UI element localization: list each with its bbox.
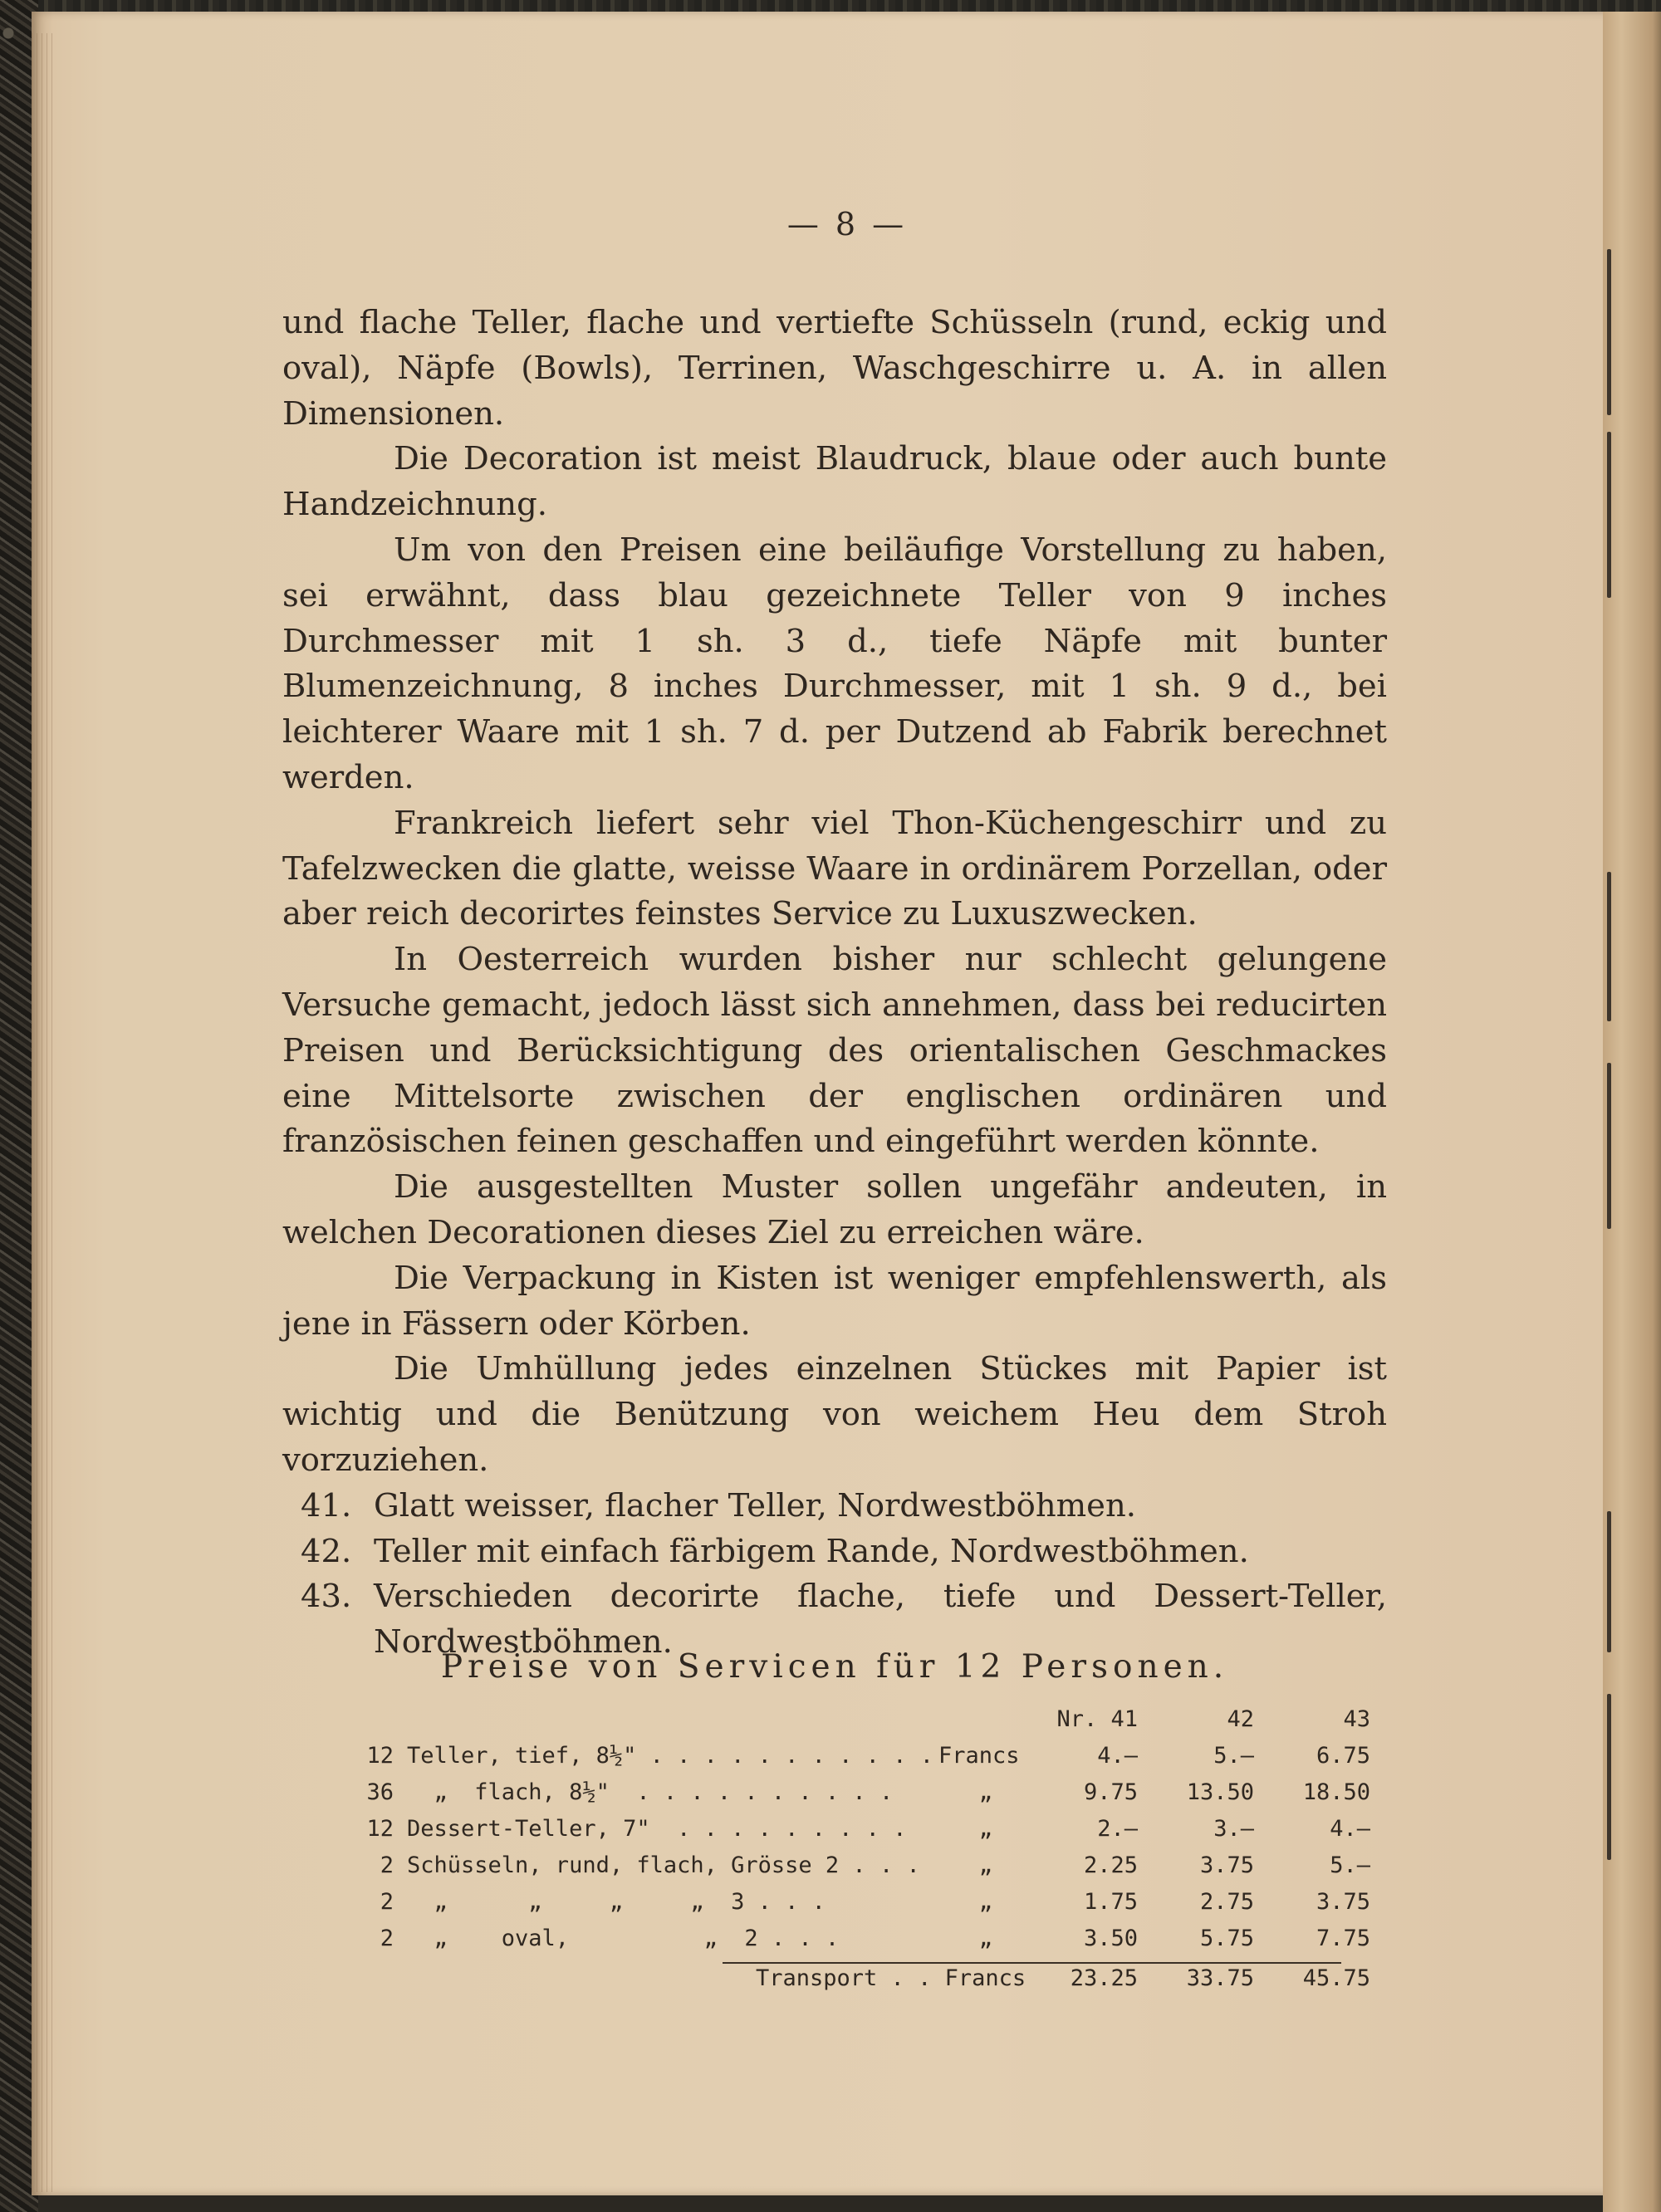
price-42: 3.75 — [1199, 1852, 1254, 1878]
table-row — [349, 1816, 1370, 1852]
item-text: Teller mit einfach färbigem Rande, Nordwestböhmen. — [374, 1532, 1249, 1570]
price-41: 1.75 — [1083, 1889, 1138, 1915]
price-42: 5.75 — [1199, 1926, 1254, 1951]
page-gutter — [1603, 12, 1661, 2212]
item-number: 42. — [301, 1532, 352, 1570]
row-quantity: 36 — [366, 1779, 394, 1805]
binding-thread — [1607, 1063, 1611, 1229]
total-rule — [723, 1962, 1341, 1964]
column-header-43: 43 — [1343, 1706, 1370, 1732]
row-item: Dessert-Teller, 7" . . . . . . . . . — [407, 1816, 907, 1842]
item-number: 43. — [301, 1578, 352, 1616]
table-row — [349, 1743, 1370, 1779]
paragraph: Die ausgestellten Muster sollen ungefähr andeuten, in welchen Decorationen dieses Ziel zu erreichen wäre. — [282, 1168, 1387, 1251]
row-quantity: 2 — [380, 1889, 394, 1915]
total-42: 33.75 — [1186, 1965, 1254, 1991]
price-43: 4.— — [1330, 1816, 1370, 1842]
price-42: 5.— — [1213, 1743, 1254, 1769]
transport-label: Transport . . Francs — [756, 1965, 1026, 1991]
price-41: 4.— — [1097, 1743, 1138, 1769]
table-header — [349, 1706, 1370, 1743]
row-quantity: 12 — [366, 1743, 394, 1769]
price-43: 5.— — [1330, 1852, 1370, 1878]
row-unit: Francs — [938, 1743, 1020, 1769]
row-quantity: 12 — [366, 1816, 394, 1842]
item-text: Glatt weisser, flacher Teller, Nordwestböhmen. — [374, 1486, 1136, 1524]
column-header-42: 42 — [1227, 1706, 1254, 1732]
binding-thread — [1607, 1694, 1611, 1860]
row-item: „ oval, „ 2 . . . — [407, 1926, 840, 1951]
item-text: Verschieden decorirte flache, tiefe und Dessert-Teller, Nordwestböhmen. — [374, 1578, 1387, 1661]
table-row — [349, 1926, 1370, 1962]
row-item: Teller, tief, 8½" . . . . . . . . . . . — [407, 1743, 933, 1769]
row-item: „ „ „ „ 3 . . . — [407, 1889, 826, 1915]
price-42: 13.50 — [1186, 1779, 1254, 1805]
table-row — [349, 1852, 1370, 1889]
body-text — [282, 301, 1387, 1666]
price-table — [349, 1706, 1370, 1999]
table-title: Preise von Servicen für 12 Personen. — [440, 1648, 1229, 1686]
paragraph: und flache Teller, flache und vertiefte Schüsseln (rund, eckig und oval), Näpfe (Bowls), Terrinen, Waschgeschirre u. A. in allen Dimensionen. — [282, 304, 1387, 433]
price-43: 7.75 — [1316, 1926, 1370, 1951]
page-edges — [32, 33, 56, 2192]
total-43: 45.75 — [1302, 1965, 1370, 1991]
row-quantity: 2 — [380, 1926, 394, 1951]
table-row — [349, 1779, 1370, 1816]
row-item: Schüsseln, rund, flach, Grösse 2 . . . — [407, 1852, 920, 1878]
binding-thread — [1607, 872, 1611, 1021]
price-41: 2.— — [1097, 1816, 1138, 1842]
price-43: 3.75 — [1316, 1889, 1370, 1915]
row-unit: „ — [938, 1816, 993, 1842]
price-43: 18.50 — [1302, 1779, 1370, 1805]
table-total-row — [349, 1962, 1370, 1999]
paragraph: In Oesterreich wurden bisher nur schlecht gelungene Versuche gemacht, jedoch lässt sich annehmen, dass bei reducirten Preisen und Berücksichtigung des orientalischen Geschmackes eine Mittelsorte zwischen der englischen ordinären und französischen feinen geschaffen und eingeführt werden könnte. — [282, 941, 1387, 1161]
price-41: 3.50 — [1083, 1926, 1138, 1951]
row-quantity: 2 — [380, 1852, 394, 1878]
row-unit: „ — [938, 1779, 993, 1805]
price-41: 2.25 — [1083, 1852, 1138, 1878]
list-item — [282, 1529, 1387, 1575]
paragraph: Die Umhüllung jedes einzelnen Stückes mit Papier ist wichtig und die Benützung von weichem Heu dem Stroh vorzuziehen. — [282, 1350, 1387, 1479]
binding-thread — [1607, 432, 1611, 598]
paragraph: Die Verpackung in Kisten ist weniger empfehlenswerth, als jene in Fässern oder Körben. — [282, 1259, 1387, 1343]
row-unit: „ — [938, 1926, 993, 1951]
list-item — [282, 1484, 1387, 1529]
paragraph: Frankreich liefert sehr viel Thon-Küchengeschirr und zu Tafelzwecken die glatte, weisse Waare in ordinärem Porzellan, oder aber reich decorirtes feinstes Service zu Luxuszwecken. — [282, 804, 1387, 933]
row-item: „ flach, 8½" . . . . . . . . . . — [407, 1779, 894, 1805]
page-number: — 8 — — [786, 206, 908, 242]
row-unit: „ — [938, 1852, 993, 1878]
column-header-41: Nr. 41 — [1056, 1706, 1138, 1732]
paragraph: Um von den Preisen eine beiläufige Vorstellung zu haben, sei erwähnt, dass blau gezeichnete Teller von 9 inches Durchmesser mit 1 sh. 3 d., tiefe Näpfe mit bunter Blumenzeichnung, 8 inches Durchmesser, mit 1 sh. 9 d., bei leichterer Waare mit 1 sh. 7 d. per Dutzend ab Fabrik berechnet werden. — [282, 531, 1387, 796]
binding-thread — [1607, 1511, 1611, 1652]
table-row — [349, 1889, 1370, 1926]
binding-thread — [1607, 249, 1611, 415]
price-42: 3.— — [1213, 1816, 1254, 1842]
paragraph: Die Decoration ist meist Blaudruck, blaue oder auch bunte Handzeichnung. — [282, 440, 1387, 524]
item-number: 41. — [301, 1486, 352, 1524]
total-41: 23.25 — [1070, 1965, 1138, 1991]
price-43: 6.75 — [1316, 1743, 1370, 1769]
price-42: 2.75 — [1199, 1889, 1254, 1915]
row-unit: „ — [938, 1889, 993, 1915]
price-41: 9.75 — [1083, 1779, 1138, 1805]
